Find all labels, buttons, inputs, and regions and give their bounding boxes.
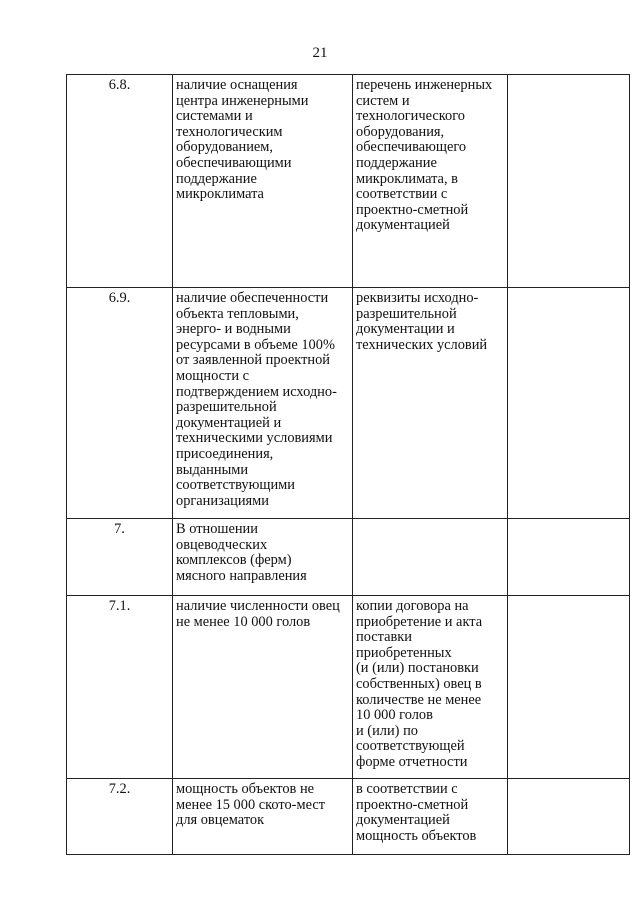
cell-text-line: проектно-сметной [356, 201, 469, 218]
row-number-cell: 7. [67, 519, 173, 596]
cell-text-line: документацией и [176, 414, 282, 431]
documents-cell [353, 779, 508, 855]
cell-text-line: технологического [356, 108, 465, 125]
cell-text-line: для овцематок [176, 812, 265, 829]
cell-text-line: подтверждением исходно- [176, 383, 337, 400]
requirement-cell [173, 75, 353, 288]
cell-text-line: наличие обеспеченности [176, 290, 329, 306]
cell-text-line: поддержание [176, 170, 257, 187]
row-number-cell: 6.9. [67, 288, 173, 519]
extra-cell [508, 288, 630, 519]
cell-text-line: микроклимата [176, 186, 264, 203]
cell-text-line: энерго- и водными [176, 321, 291, 338]
cell-text-line: реквизиты исходно- [356, 290, 479, 306]
cell-text-line: обеспечивающего [356, 139, 467, 156]
cell-text-line: технических условий [356, 336, 488, 353]
cell-text-line: форме отчетности [356, 753, 468, 770]
documents-cell [353, 519, 508, 596]
extra-cell [508, 596, 630, 779]
cell-text-line: разрешительной [356, 305, 457, 322]
cell-text-line: технологическим [176, 123, 283, 140]
cell-text-line: перечень инженерных [356, 77, 493, 93]
cell-text-line: документации и [356, 321, 455, 338]
table-body [67, 75, 630, 855]
cell-text-line: соответствующей [356, 738, 465, 755]
cell-text-line: в соответствии с [356, 781, 458, 797]
cell-text-line: менее 15 000 ското-мест [176, 796, 326, 813]
extra-cell [508, 779, 630, 855]
cell-text-line: копии договора на [356, 598, 469, 614]
cell-text-line: соответствии с [356, 186, 448, 203]
table-row [67, 519, 630, 596]
requirement-cell [173, 519, 353, 596]
cell-text-line: В отношении [176, 521, 258, 537]
requirement-cell [173, 596, 353, 779]
documents-cell [353, 75, 508, 288]
extra-cell [508, 519, 630, 596]
cell-text-line: присоединения, [176, 445, 274, 462]
cell-text-line: системами и [176, 108, 253, 125]
requirements-table [66, 74, 630, 855]
cell-text-line: наличие численности овец [176, 598, 340, 614]
row-number-cell: 7.2. [67, 779, 173, 855]
documents-cell [353, 288, 508, 519]
requirement-cell [173, 288, 353, 519]
page-number: 21 [312, 45, 328, 61]
cell-text-line: мощность объектов не [176, 781, 315, 797]
cell-text-line: систем и [356, 92, 410, 109]
documents-cell [353, 596, 508, 779]
cell-text-line: овцеводческих [176, 536, 268, 553]
cell-text-line: комплексов (ферм) [176, 552, 292, 569]
cell-text-line: соответствующими [176, 477, 295, 494]
cell-text-line: от заявленной проектной [176, 352, 330, 369]
cell-text-line: поддержание [356, 154, 437, 171]
cell-text-line: 10 000 голов [356, 707, 433, 724]
cell-text-line: выданными [176, 461, 249, 478]
cell-text-line: количестве не менее [356, 691, 482, 708]
cell-text-line: центра инженерными [176, 92, 309, 109]
cell-text-line: микроклимата, в [356, 170, 458, 187]
cell-text-line: документацией [356, 812, 450, 829]
cell-text-line: и (или) по [356, 722, 418, 739]
cell-text-line: организациями [176, 492, 269, 509]
table-row [67, 288, 630, 519]
cell-text-line: (и (или) постановки [356, 660, 479, 677]
table-row [67, 779, 630, 855]
cell-text-line: мясного направления [176, 567, 307, 584]
cell-text-line: ресурсами в объеме 100% [176, 336, 335, 353]
table-row [67, 596, 630, 779]
cell-text-line: собственных) овец в [356, 675, 482, 692]
cell-text-line: наличие оснащения [176, 77, 298, 93]
cell-text-line: документацией [356, 217, 450, 234]
cell-text-line: обеспечивающими [176, 154, 292, 171]
cell-text-line: разрешительной [176, 399, 277, 416]
cell-text-line: не менее 10 000 голов [176, 613, 311, 630]
cell-text-line: поставки [356, 629, 412, 646]
cell-text-line: объекта тепловыми, [176, 305, 299, 322]
cell-text-line: техническими условиями [176, 430, 333, 447]
table-row [67, 75, 630, 288]
cell-text-line: проектно-сметной [356, 796, 469, 813]
requirement-cell [173, 779, 353, 855]
cell-text-line: приобретенных [356, 644, 452, 661]
cell-text-line: приобретение и акта [356, 613, 483, 630]
cell-text-line: мощность объектов [356, 827, 477, 844]
cell-text-line: оборудования, [356, 123, 445, 140]
row-number-cell: 6.8. [67, 75, 173, 288]
cell-text-line: оборудованием, [176, 139, 274, 156]
row-number-cell: 7.1. [67, 596, 173, 779]
extra-cell [508, 75, 630, 288]
cell-text-line: мощности с [176, 367, 250, 384]
